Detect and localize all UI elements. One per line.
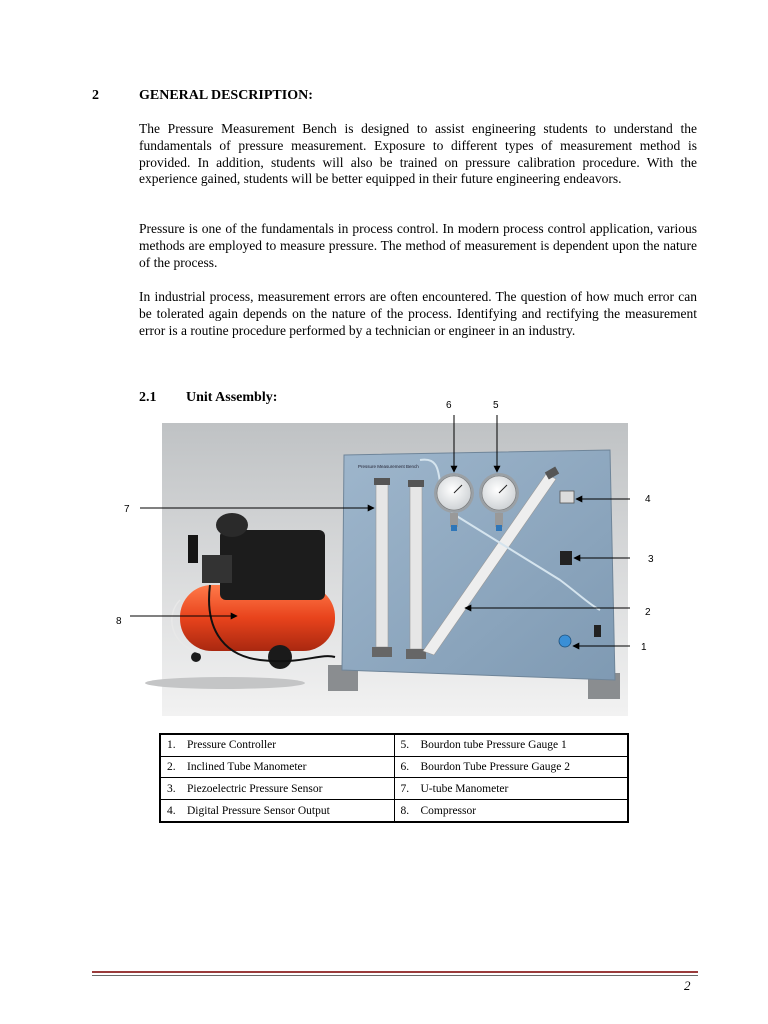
legend-item-number: 7. xyxy=(400,782,410,795)
paragraph-1: The Pressure Measurement Bench is designed to assist engineering students to understand the fundamentals of pressure measurement. Exposure to different types of measurement method is provided. In addition, students will also be trained on pressure calibration procedure. With the experience gained, students will be better equipped in their future engineering endeavors. xyxy=(139,121,697,187)
legend-row xyxy=(160,778,628,800)
footer-rule-thin xyxy=(92,975,698,976)
legend-item-label: U-tube Manometer xyxy=(420,782,509,795)
footer-rule xyxy=(92,971,698,973)
callout-label-4: 4 xyxy=(645,494,651,505)
unit-assembly-figure xyxy=(110,395,670,725)
legend-item-label: Bourdon Tube Pressure Gauge 2 xyxy=(420,761,570,774)
legend-row xyxy=(160,800,628,822)
legend-row xyxy=(160,756,628,778)
legend-item-label: Pressure Controller xyxy=(187,739,277,752)
callout-label-3: 3 xyxy=(648,554,654,565)
legend-cell xyxy=(160,734,394,756)
digital-sensor-display xyxy=(560,491,574,503)
subsection-number: 2.1 xyxy=(139,390,157,405)
legend-item-number: 2. xyxy=(167,761,176,774)
legend-item-number: 3. xyxy=(167,782,176,795)
section-title: GENERAL DESCRIPTION: xyxy=(139,88,313,103)
subsection-title: Unit Assembly: xyxy=(186,390,278,405)
legend-cell xyxy=(160,800,394,822)
callout-label-6: 6 xyxy=(446,400,452,411)
legend-item-label: Bourdon tube Pressure Gauge 1 xyxy=(420,739,567,752)
callout-label-2: 2 xyxy=(645,607,651,618)
legend-item-number: 8. xyxy=(400,804,410,817)
legend-item-number: 1. xyxy=(167,739,176,752)
callout-label-8: 8 xyxy=(116,616,122,627)
legend-cell xyxy=(160,756,394,778)
board-label: Pressure Measurement Bench xyxy=(358,464,419,469)
legend-item-number: 6. xyxy=(400,761,410,774)
legend-cell xyxy=(394,778,628,800)
callout-label-1: 1 xyxy=(641,642,647,653)
paragraph-2: Pressure is one of the fundamentals in process control. In modern process control application, various methods are employed to measure pressure. The method of measurement is dependent upon the nature of the process. xyxy=(139,221,697,270)
callout-label-7: 7 xyxy=(124,504,130,515)
legend-item-label: Inclined Tube Manometer xyxy=(187,761,307,774)
legend-item-label: Compressor xyxy=(420,804,477,817)
piezoelectric-sensor xyxy=(560,551,572,565)
component-legend-table xyxy=(159,733,629,823)
legend-item-label: Piezoelectric Pressure Sensor xyxy=(187,782,323,795)
legend-cell xyxy=(394,756,628,778)
legend-cell xyxy=(160,778,394,800)
legend-row xyxy=(160,734,628,756)
pressure-controller xyxy=(559,635,571,647)
page-number: 2 xyxy=(684,978,691,993)
section-number: 2 xyxy=(92,88,99,103)
valve xyxy=(594,625,601,637)
legend-item-label: Digital Pressure Sensor Output xyxy=(187,804,330,817)
paragraph-3: In industrial process, measurement errors are often encountered. The question of how much error can be tolerated again depends on the nature of the process. Identifying and rectifying the measurement error is a routine procedure performed by a technician or engineer in an industry. xyxy=(139,289,697,338)
legend-item-number: 4. xyxy=(167,804,176,817)
legend-cell xyxy=(394,734,628,756)
legend-cell xyxy=(394,800,628,822)
legend-item-number: 5. xyxy=(400,739,410,752)
callout-label-5: 5 xyxy=(493,400,499,411)
